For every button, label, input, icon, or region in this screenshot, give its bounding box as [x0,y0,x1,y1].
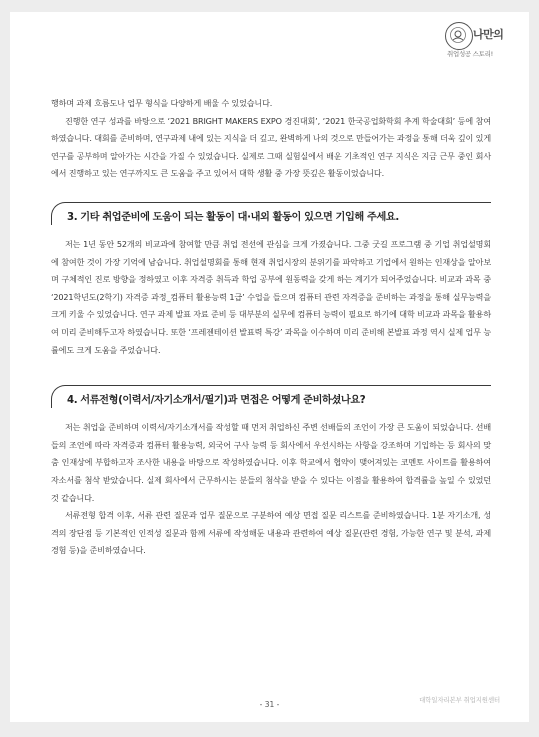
brand-title: 나만의 [473,28,504,41]
section-corner-decoration [51,202,66,225]
document-content [51,95,491,560]
section-4-heading: 4. 서류전형(이력서/자기소개서/필기)과 면접은 어떻게 준비하셨나요? [67,395,366,407]
section-4-paragraph: 저는 취업을 준비하며 이력서/자기소개서를 작성할 때 먼저 취업하신 주변 선배들의 조언이 가장 큰 도움이 되었습니다. 선배들의 조언에 따라 자격증과 컴퓨터 활용능력, 외국어 구사 능력 등 회사에서 우선시하는 사항을 강조하며 기입하는 등 회사의 맞춤 인재상에 부합하고자 조사한 내용을 바탕으로 작성하였습니다. 이후 학교에서 협약이 맺어져있는 코멘토 사이트를 활용하여 자소서를 첨삭 받았습니다. 실제 회사에서 근무하시는 분들의 첨삭을 받을 수 있다는 이점을 활용하여 합격률을 높일 수 있었던 것 같습니다. [51,422,491,503]
page-number: - 31 - [259,700,280,709]
section-3-heading: 3. 기타 취업준비에 도움이 되는 활동이 대·내외 활동이 있으면 기입해 주세요. [67,211,399,223]
footer-department: 대학일자리본부 취업지원센터 [419,696,500,704]
section-4-paragraph: 서류전형 합격 이후, 서류 관련 질문과 업무 질문으로 구분하여 예상 면접 질문 리스트를 준비하였습니다. 1분 자기소개, 성격의 장단점 등 기본적인 인적성 질문과 함께 서류에 작성해둔 내용과 관련하여 예상 질문(관련 경험, 가능한 연구 및 분석, 과제 경험 등)을 준비하였습니다. [51,510,491,556]
paragraph-research: 진행한 연구 성과를 바탕으로 ‘2021 BRIGHT MAKERS EXPO 경진대회’, ‘2021 한국공업화학회 추계 학술대회’ 등에 참여하였습니다. 대회를 준비하며, 연구과제 내에 있는 지식을 더 깊고, 완벽하게 나의 것으로 만들어가는 과정을 통해 더욱 깊이 있게 연구를 공부하며 알아가는 시간을 가질 수 있었습니다. 실제로 그때 실험실에서 배운 기초적인 연구 지식은 지금 근무 중인 회사에서 진행하고 있는 연구까지도 큰 도움을 주고 있어서 대학 생활 중 가장 뜻깊은 활동이었습니다. [51,115,491,179]
section-3-paragraph: 저는 1년 동안 52개의 비교과에 참여할 만큼 취업 전선에 관심을 크게 가졌습니다. 그중 굿길 프로그램 중 기업 취업설명회에 참여한 것이 가장 기억에 남습니다. 취업설명회를 통해 현재 취업시장의 분위기를 파악하고 기업에서 원하는 인재상을 알아보며 구체적인 진로 방향을 정하였고 이후 자격증 취득과 학업 공부에 원동력을 갖게 하는 계기가 되어주었습니다. 비교과 과목 중 ‘2021학년도(2학기) 자격증 과정_컴퓨터 활용능력 1급’ 수업을 들으며 컴퓨터 관련 자격증을 준비하는 과정을 통해 실무능력을 크게 키울 수 있었습니다. 연구 과제 발표 자료 준비 등 대부분의 실무에 컴퓨터 능력이 필요로 하기에 대학 비교과 과목을 활용하여 미리 준비해두고자 하였습니다. 또한 ‘프레젠테이션 발표력 특강’ 과목을 이수하며 미리 준비해 본발표 과정 역시 실제 업무 능률에도 크게 도움을 주었습니다. [51,238,491,355]
brand-subtitle: 취업성공 스토리! [447,50,493,58]
paragraph-continued: 행하며 과제 흐름도나 업무 형식을 다양하게 배울 수 있었습니다. [51,98,273,108]
section-rule [65,385,491,386]
emblem-icon [445,22,473,50]
section-corner-decoration [51,385,66,408]
section-4-header [51,385,491,411]
section-rule [65,202,491,203]
section-3-header [51,202,491,228]
brand-badge [441,22,521,62]
